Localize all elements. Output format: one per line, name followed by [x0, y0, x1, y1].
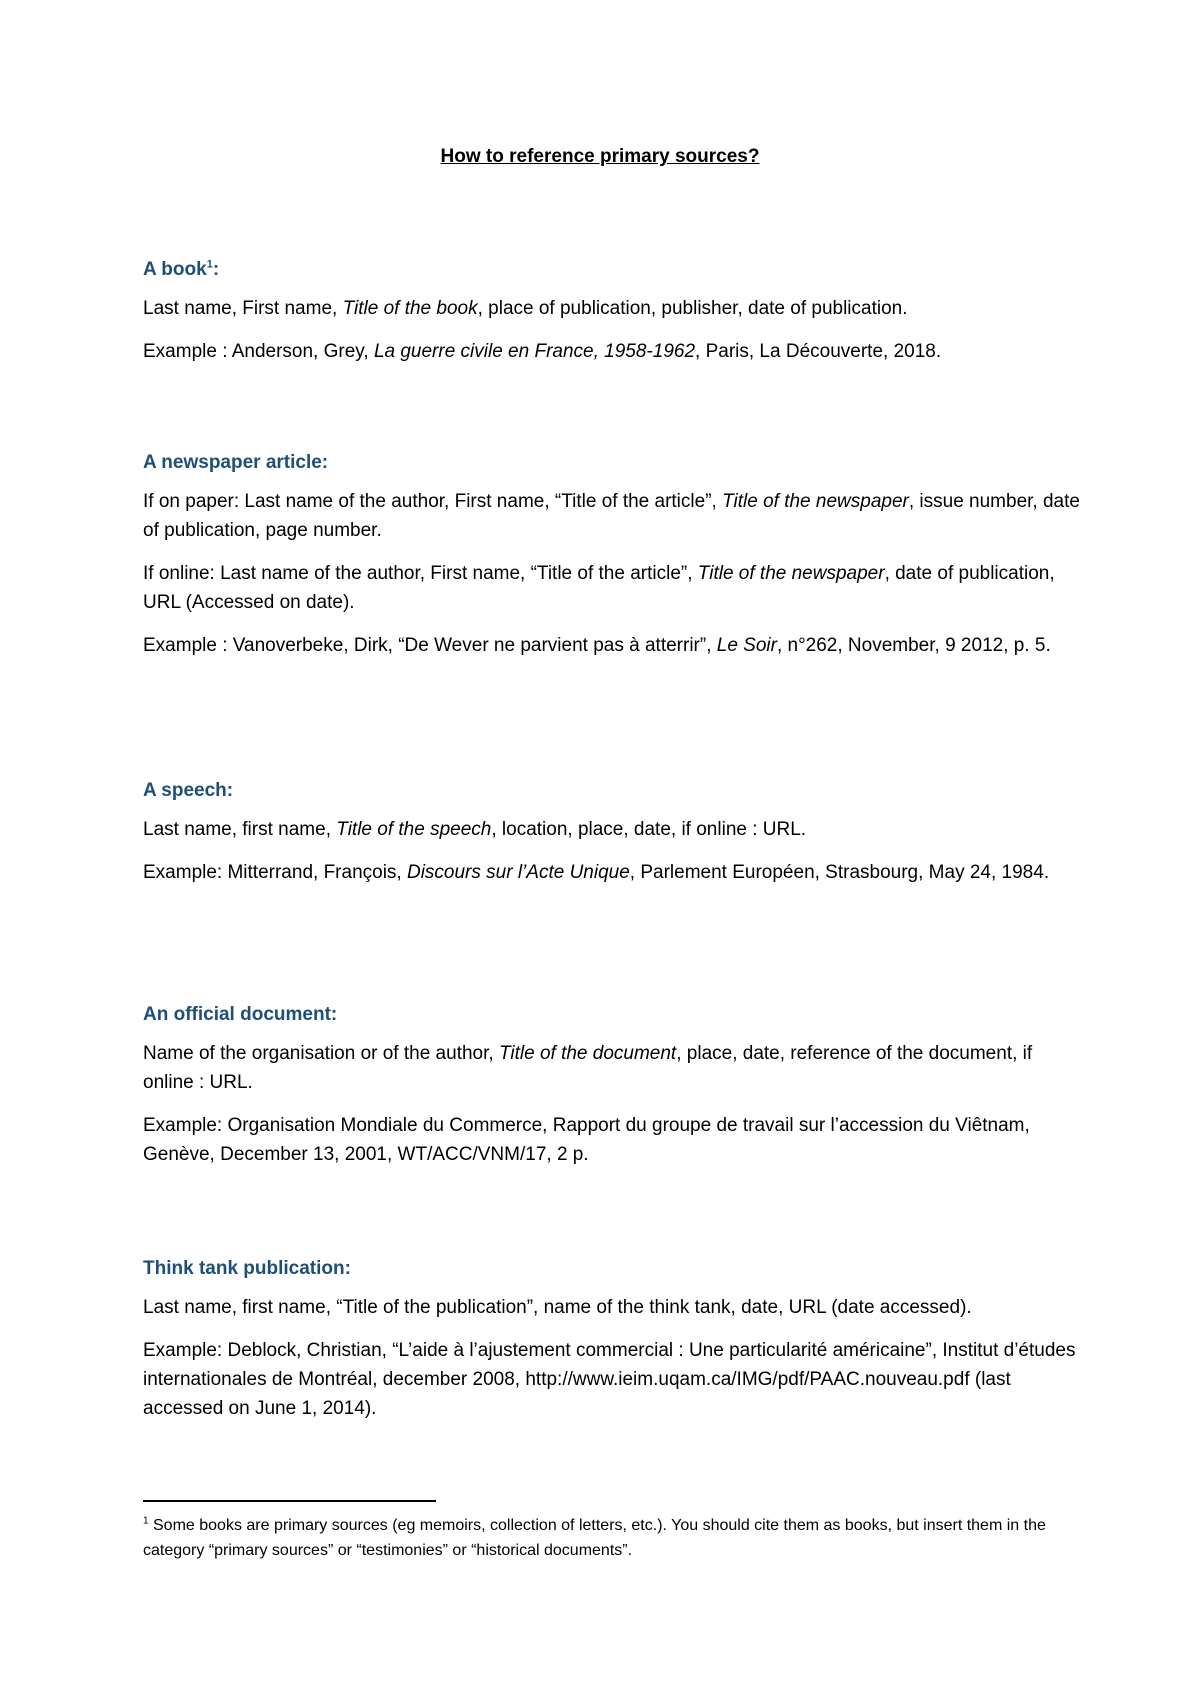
section-book	[143, 258, 1083, 380]
heading-suffix: :	[212, 259, 220, 280]
text-run: , location, place, date, if online : URL.	[491, 819, 807, 840]
text-run: , issue number, date of publication, page number.	[143, 491, 1080, 541]
newspaper-example	[143, 631, 1083, 660]
text-run: Last name, First name,	[143, 298, 343, 319]
section-heading-speech: A speech:	[143, 780, 234, 801]
text-run: Name of the organisation or of the author,	[143, 1043, 499, 1064]
speech-format	[143, 815, 1083, 844]
section-heading-book	[143, 258, 1083, 282]
think-tank-example: Example: Deblock, Christian, “L’aide à l’ajustement commercial : Une particularité américaine”, Institut d’études internationales de Montréal, december 2008, http://www.ieim.uqam.ca/IMG/pdf/PAAC.nouveau.pdf (last accessed on June 1, 2014).	[143, 1340, 1076, 1419]
italic-text-run: Title of the newspaper	[722, 491, 909, 512]
book-format	[143, 294, 1083, 323]
footnote	[143, 1513, 1083, 1563]
text-run: If online: Last name of the author, First name, “Title of the article”,	[143, 563, 698, 584]
section-newspaper	[143, 451, 1083, 674]
text-run: Last name, first name,	[143, 819, 337, 840]
official-document-format	[143, 1039, 1083, 1097]
section-think-tank	[143, 1257, 1083, 1437]
section-speech	[143, 779, 1083, 901]
text-run: Example : Vanoverbeke, Dirk, “De Wever ne parvient pas à atterrir”,	[143, 635, 717, 656]
italic-text-run: Title of the newspaper	[697, 563, 885, 584]
text-run: , Parlement Européen, Strasbourg, May 24, 1984.	[629, 862, 1050, 883]
italic-text-run: Discours sur l’Acte Unique	[406, 862, 630, 883]
section-heading-newspaper: A newspaper article:	[143, 452, 329, 473]
section-heading-official-document: An official document:	[143, 1004, 338, 1025]
text-run: , date of publication, URL (Accessed on date).	[143, 563, 1055, 613]
text-run: , place, date, reference of the document, if online : URL.	[143, 1043, 1033, 1093]
text-run: If on paper: Last name of the author, First name, “Title of the article”,	[143, 491, 723, 512]
footnote-text: Some books are primary sources (eg memoirs, collection of letters, etc.). You should cite them as books, but insert them in the category “primary sources” or “testimonies” or “historical documents”.	[143, 1517, 1046, 1559]
text-run: Example: Mitterrand, François,	[143, 862, 407, 883]
heading-text: A book	[143, 259, 207, 280]
footnote-separator	[143, 1500, 436, 1502]
italic-text-run: Title of the speech	[336, 819, 492, 840]
italic-text-run: Le Soir	[716, 635, 777, 656]
official-document-example: Example: Organisation Mondiale du Commerce, Rapport du groupe de travail sur l’accession du Viêtnam, Genève, December 13, 2001, WT/ACC/VNM/17, 2 p.	[143, 1115, 1030, 1165]
newspaper-format-paper	[143, 487, 1083, 545]
text-run: , place of publication, publisher, date of publication.	[477, 298, 908, 319]
section-heading-think-tank: Think tank publication:	[143, 1258, 351, 1279]
think-tank-format: Last name, first name, “Title of the publication”, name of the think tank, date, URL (date accessed).	[143, 1297, 972, 1318]
text-run: , Paris, La Découverte, 2018.	[695, 341, 942, 362]
italic-text-run: Title of the book	[342, 298, 478, 319]
footnote-reference[interactable]: 1	[206, 258, 213, 271]
book-example	[143, 337, 1083, 366]
section-official-document	[143, 1003, 1083, 1183]
footnote-marker: 1	[143, 1515, 149, 1527]
italic-text-run: Title of the document	[498, 1043, 677, 1064]
text-run: , n°262, November, 9 2012, p. 5.	[776, 635, 1051, 656]
page-title: How to reference primary sources?	[440, 146, 760, 167]
text-run: Example : Anderson, Grey,	[143, 341, 374, 362]
newspaper-format-online	[143, 559, 1083, 617]
speech-example	[143, 858, 1083, 887]
italic-text-run: La guerre civile en France, 1958-1962	[373, 341, 696, 362]
